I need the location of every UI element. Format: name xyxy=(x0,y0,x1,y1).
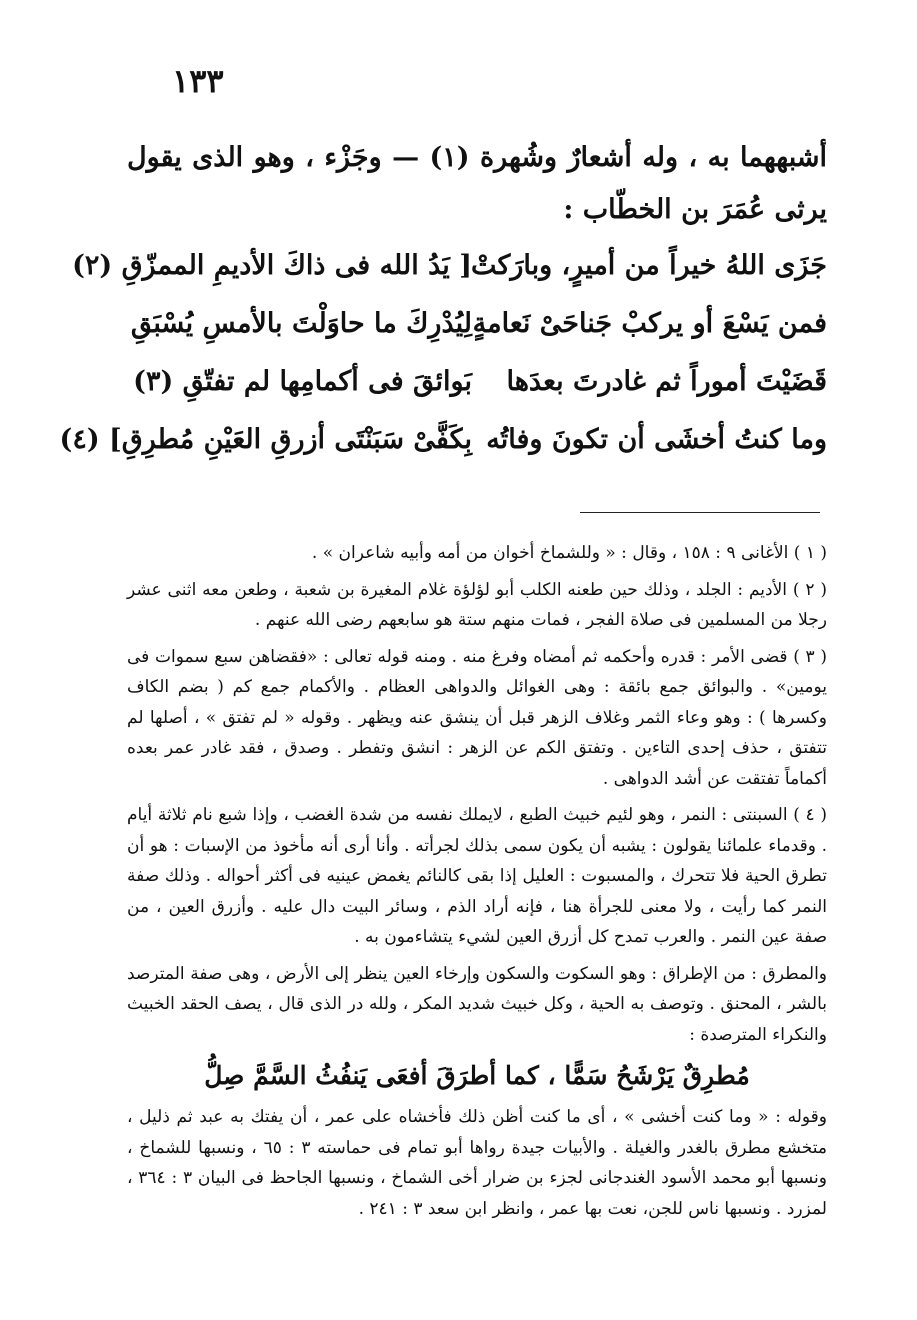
footnote-quoted-verse: مُطرِقٌ يَرْشَحُ سَمًّا ، كما أطرَقَ أفعَى يَنفُثُ السَّمَّ صِلُّ xyxy=(204,1061,750,1090)
footnote-4: ( ٤ ) السبنتى : النمر ، وهو لئيم خبيث الطبع ، لايملك نفسه من شدة الغضب ، وإذا شبع نام ثلاثة أيام . وقدماء علمائنا يقولون : يشبه أن يكون سمى بذلك لجرأته . وأنا أرى أنه مأخوذ من الإسبات : هو أن تطرق الحية فلا تتحرك ، والمسبوت : العليل إذا بقى كالنائم يغمض عينيه فى أكثر أحواله . وذلك صفة النمر كما رأيت ، ولا معنى للجرأة هنا ، فإنه أراد الذم ، وسائر البيت دال عليه . وأزرق العين ، من صفة عين النمر . والعرب تمدح كل أزرق العين لشيء يتشاءمون به . xyxy=(127,805,827,947)
footnote-1: ( ١ ) الأغانى ٩ : ١٥٨ ، وقال : « وللشماخ أخوان من أمه وأبيه شاعران » . xyxy=(311,543,827,563)
verse-second-hemistich: [ يَدُ الله فى ذاكَ الأديمِ الممزّقِ (٢) xyxy=(72,250,472,281)
footnotes xyxy=(127,538,827,1230)
poem-verse xyxy=(127,308,827,366)
poem-verse xyxy=(59,424,827,482)
footnote-2: ( ٢ ) الأديم : الجلد ، وذلك حين طعنه الكلب أبو لؤلؤة غلام المغيرة بن شعبة ، وطعن معه اثنى عشر رجلا من المسلمين فى صلاة الفجر ، فمات منهم ستة هو سابعهم رضى الله عنهم . xyxy=(127,579,827,630)
verse-first-hemistich: فمن يَسْعَ أو يركبْ جَناحَىْ نَعامةٍ xyxy=(472,308,827,339)
verse-second-hemistich: بِكَفَّىْ سَبَنْتَى أزرقِ العَيْنِ مُطرِقِ] (٤) xyxy=(59,424,472,455)
footnote-4-final: وقوله : « وما كنت أخشى » ، أى ما كنت أظن ذلك فأخشاه على عمر ، أن يفتك به عبد ثم ذليل ، متخشع مطرق بالغدر والغيلة . والأبيات جيدة رواها أبو تمام فى حماسته ٣ : ٦٥ ، ونسبها للشماخ ، ونسبها أبو محمد الأسود الغندجانى لجزء بن ضرار أخى الشماخ ، ونسبها الجاحظ فى البيان ٣ : ٣٦٤ ، لمزرد . ونسبها ناس للجن، نعت بها عمر ، وانظر ابن سعد ٣ : ٢٤١ . xyxy=(127,1107,827,1219)
page-number: ١٣٣ xyxy=(172,62,224,100)
poem-verse xyxy=(72,250,827,308)
poem xyxy=(59,250,827,482)
verse-first-hemistich: جَزَى اللهُ خيراً من أميرٍ، وبارَكتْ xyxy=(470,250,827,281)
verse-second-hemistich: لِيُدْرِكَ ما حاوَلْتَ بالأمسِ يُسْبَقِ xyxy=(130,308,472,339)
poem-verse xyxy=(127,366,827,424)
footnote-divider xyxy=(580,512,820,513)
verse-second-hemistich: بَوائقَ فى أكمامِها لم تفتّقِ (٣) xyxy=(133,366,472,397)
footnote-3: ( ٣ ) قضى الأمر : قدره وأحكمه ثم أمضاه وفرغ منه . ومنه قوله تعالى : «فقضاهن سبع سموات فى يومين» . والبوائق جمع بائقة : وهى الغوائل والدواهى العظام . والأكمام جمع كم ( بضم الكاف وكسرها ) : وهو وعاء الثمر وغلاف الزهر قبل أن ينشق عنه ويظهر . وقوله « لم تفتق » ، أصلها لم تتفتق ، حذف إحدى التاءين . وتفتق الكم عن الزهر : انشق وتفطر . وصدق ، فقد غادر عمر بعده أكماماً تفتقت عن أشد الدواهى . xyxy=(127,646,827,789)
verse-first-hemistich: قَضَيْتَ أموراً ثم غادرتَ بعدَها xyxy=(506,366,827,397)
main-paragraph: أشبههما به ، وله أشعارٌ وشُهرة (١) — وجَزْء ، وهو الذى يقول يرثى عُمَرَ بن الخطّاب : xyxy=(127,142,827,225)
footnote-4-continued: والمطرق : من الإطراق : وهو السكوت والسكون وإرخاء العين ينظر إلى الأرض ، وهى صفة المترصد بالشر ، المحنق . وتوصف به الحية ، وكل خبيث شديد المكر ، ولله در الذى قال ، يصف الحقد الخبيث والنكراء المترصدة : xyxy=(127,963,827,1045)
verse-first-hemistich: وما كنتُ أخشَى أن تكونَ وفاتُه xyxy=(486,424,827,455)
